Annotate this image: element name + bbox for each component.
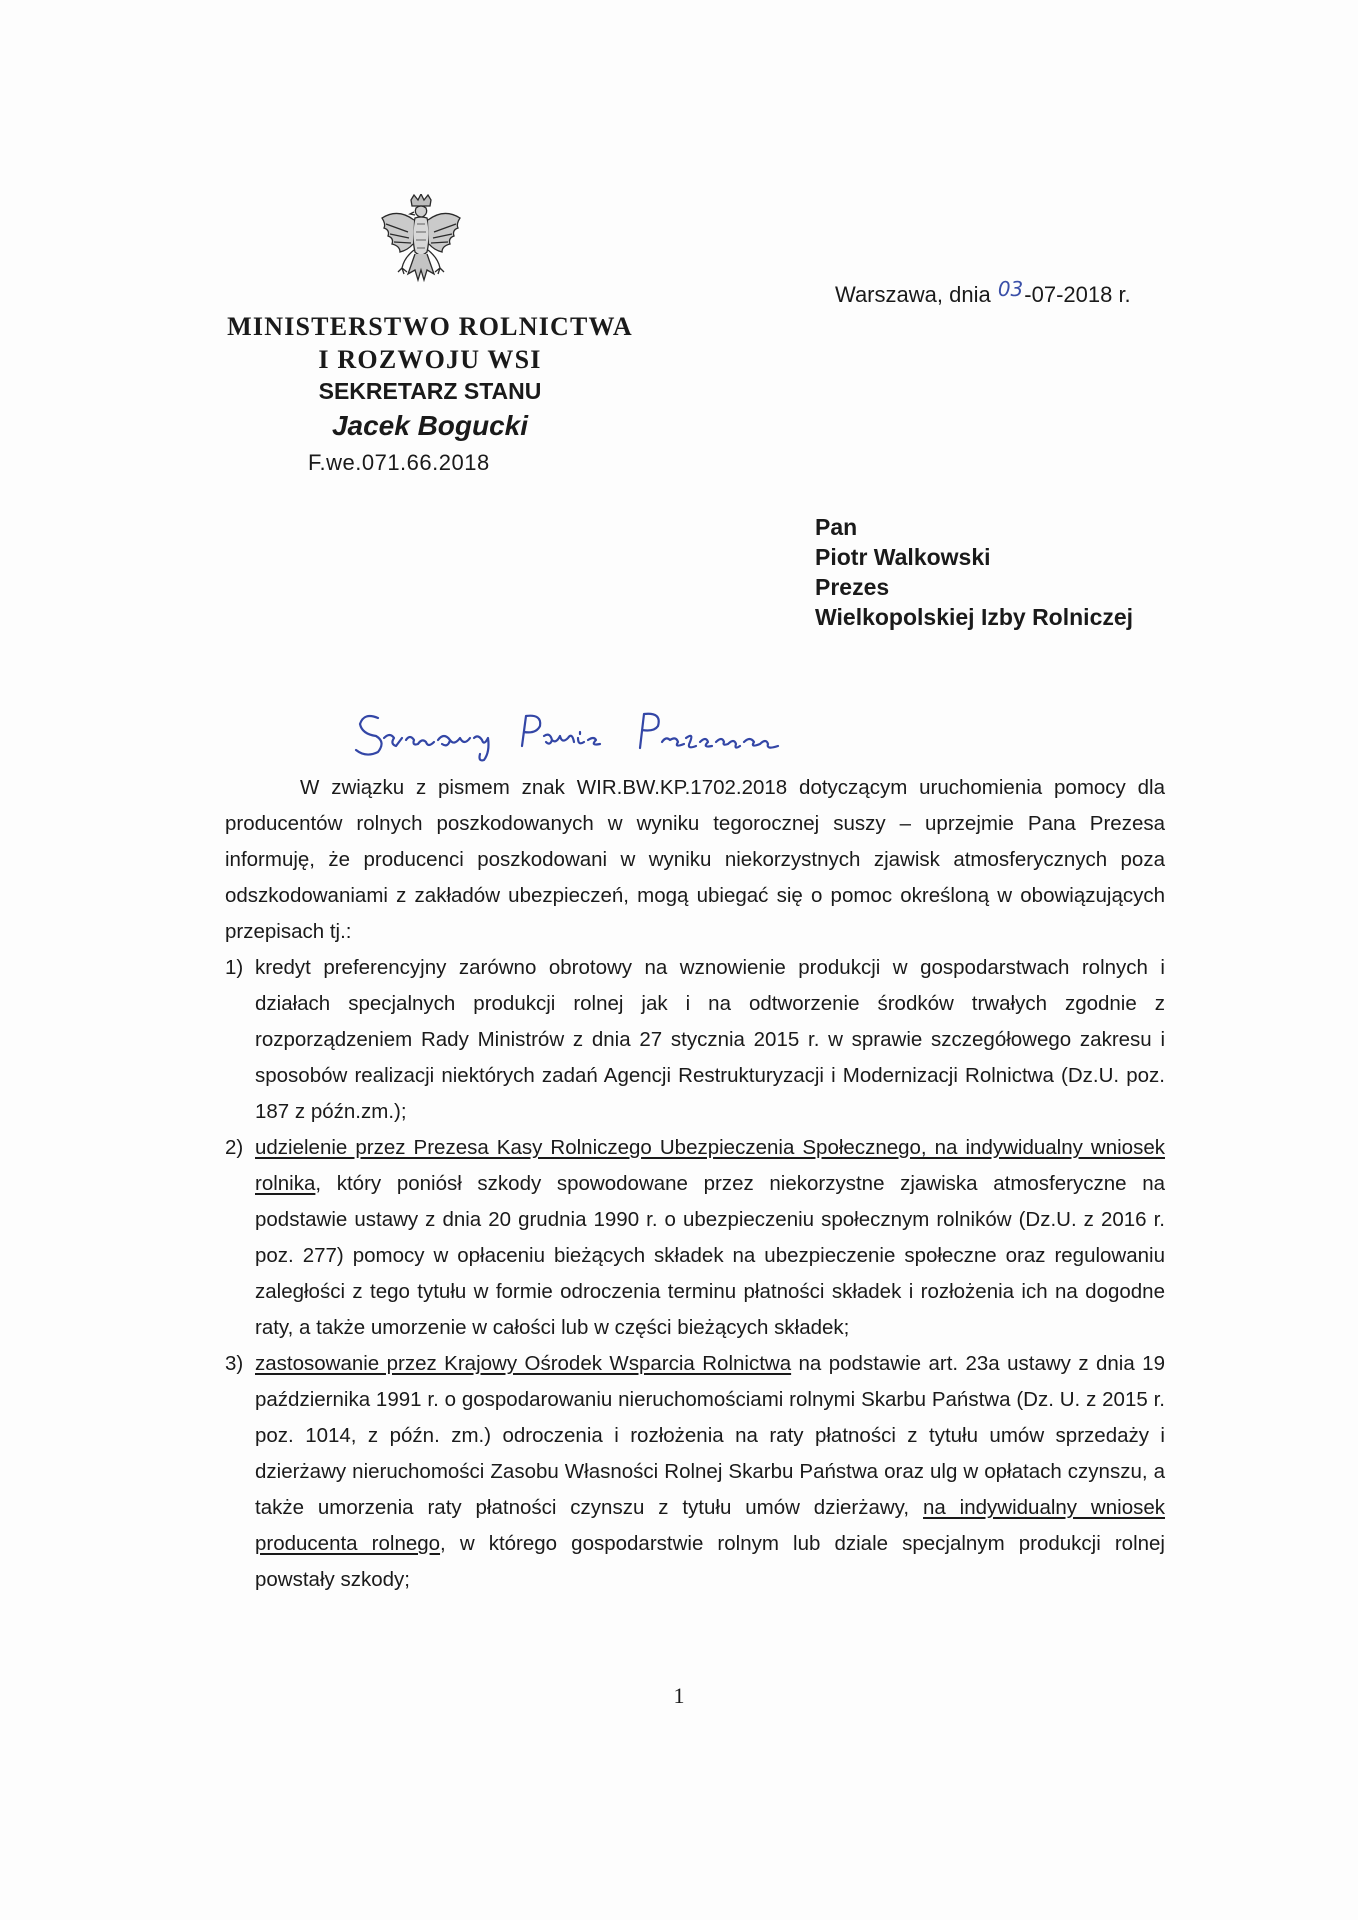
addressee-line: Piotr Walkowski	[815, 544, 991, 570]
underlined-text: udzielenie przez Prezesa Kasy Rolniczego Ubezpieczenia Społecznego, na indywidualny wniosek rolnika	[255, 1136, 1165, 1195]
polish-eagle-emblem	[378, 194, 464, 298]
list-item-text: kredyt preferencyjny zarówno obrotowy na wznowienie produkcji w gospodarstwach rolnych i działach specjalnych produkcji rolnej jak i na odtworzenie środków trwałych zgodnie z rozporządzeniem Rady Ministrów z dnia 27 stycznia 2015 r. w sprawie szczegółowego zakresu i sposobów realizacji niektórych zadań Agencji Restrukturyzacji i Modernizacji Rolnictwa (Dz.U. poz. 187 z późn.zm.);	[255, 956, 1165, 1123]
addressee-line: Wielkopolskiej Izby Rolniczej	[815, 604, 1134, 630]
ministry-name-line2: I ROZWOJU WSI	[318, 345, 542, 374]
letter-date	[835, 277, 1131, 308]
date-prefix: Warszawa, dnia	[835, 282, 991, 307]
letter-body	[225, 770, 1165, 1598]
ministry-header	[200, 310, 660, 445]
official-name: Jacek Bogucki	[331, 410, 529, 441]
addressee-line: Prezes	[815, 574, 890, 600]
list-item-number: 3)	[225, 1352, 244, 1375]
position-title: SEKRETARZ STANU	[318, 378, 542, 404]
list-item-text: , który poniósł szkody spowodowane przez niekorzystne zjawiska atmosferyczne na podstawie ustawy z dnia 20 grudnia 1990 r. o ubezpieczeniu społecznym rolników (Dz.U. z 2016 r. poz. 277) pomocy w opłaceniu bieżących składek na ubezpieczenie społeczne oraz regulowaniu zaległości z tego tytułu w formie odroczenia terminu płatności składek i rozłożenia ich na dogodne raty, a także umorzenie w całości lub w części bieżących składek;	[255, 1172, 1165, 1339]
date-day-handwritten: 03	[997, 277, 1024, 301]
underlined-text: zastosowanie przez Krajowy Ośrodek Wsparcia Rolnictwa	[255, 1352, 792, 1375]
handwritten-salutation	[350, 702, 820, 764]
list-item-number: 1)	[225, 956, 244, 979]
list-item	[225, 1130, 1165, 1346]
aid-list	[225, 950, 1165, 1598]
list-item-number: 2)	[225, 1136, 244, 1159]
date-suffix: -07-2018 r.	[1024, 282, 1131, 307]
list-item	[225, 950, 1165, 1130]
list-item	[225, 1346, 1165, 1598]
underlined-text: na indywidualny wniosek producenta rolnego	[255, 1496, 1165, 1555]
addressee-block	[815, 512, 1133, 632]
page-number: 1	[673, 1683, 685, 1708]
addressee-line: Pan	[815, 514, 858, 540]
ministry-name-line1: MINISTERSTWO ROLNICTWA	[227, 312, 633, 341]
reference-number: F.we.071.66.2018	[308, 450, 490, 475]
body-intro-paragraph: W związku z pismem znak WIR.BW.KP.1702.2018 dotyczącym uruchomienia pomocy dla producentów rolnych poszkodowanych w wyniku tegorocznej suszy – uprzejmie Pana Prezesa informuję, że producenci poszkodowani w wyniku niekorzystnych zjawisk atmosferycznych poza odszkodowaniami z zakładów ubezpieczeń, mogą ubiegać się o pomoc określoną w obowiązujących przepisach tj.:	[225, 776, 1165, 943]
list-item-text: , w którego gospodarstwie rolnym lub dziale specjalnym produkcji rolnej powstały szkody;	[255, 1532, 1165, 1591]
list-item-text: na podstawie art. 23a ustawy z dnia 19 października 1991 r. o gospodarowaniu nieruchomościami rolnymi Skarbu Państwa (Dz. U. z 2015 r. poz. 1014, z późn. zm.) odroczenia i rozłożenia na raty płatności z tytułu umów sprzedaży i dzierżawy nieruchomości Zasobu Własności Rolnej Skarbu Państwa oraz ulg w opłatach czynszu, a także umorzenia raty płatności czynszu z tytułu umów dzierżawy,	[255, 1352, 1165, 1519]
